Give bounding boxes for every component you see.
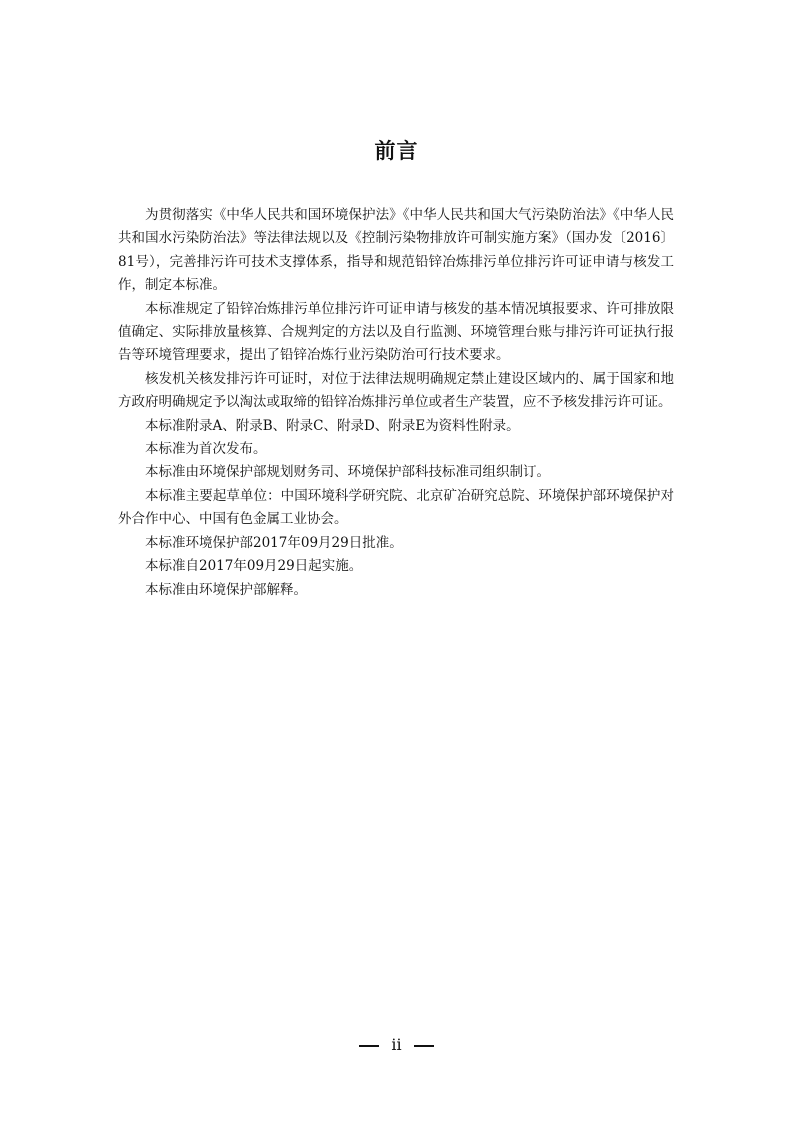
paragraph-issuance-restriction: 核发机关核发排污许可证时，对位于法律法规明确规定禁止建设区域内的、属于国家和地方政府明确规定予以淘汰或取缔的铅锌冶炼排污单位或者生产装置，应不予核发排污许可证。 bbox=[118, 370, 674, 411]
page-number: ii bbox=[391, 1035, 402, 1054]
footer-dash-right bbox=[414, 1045, 434, 1047]
paragraph-appendices: 本标准附录A、附录B、附录C、附录D、附录E为资料性附录。 bbox=[145, 417, 520, 434]
paragraph-approval: 本标准环境保护部2017年09月29日批准。 bbox=[145, 534, 403, 551]
paragraph-first-release: 本标准为首次发布。 bbox=[145, 441, 267, 458]
paragraph-drafting-units: 本标准主要起草单位：中国环境科学研究院、北京矿冶研究总院、环境保护部环境保护对外合作中心、中国有色金属工业协会。 bbox=[118, 487, 674, 528]
paragraph-organizer: 本标准由环境保护部规划财务司、环境保护部科技标准司组织制订。 bbox=[145, 464, 550, 481]
page-title: 前言 bbox=[374, 139, 419, 163]
paragraph-scope: 本标准规定了铅锌冶炼排污单位排污许可证申请与核发的基本情况填报要求、许可排放限值确定、实际排放量核算、合规判定的方法以及自行监测、环境管理台账与排污许可证执行报告等环境管理要求，提出了铅锌冶炼行业污染防治可行技术要求。 bbox=[118, 300, 674, 364]
document-body bbox=[118, 204, 674, 602]
footer-dash-left bbox=[359, 1045, 379, 1047]
paragraph-purpose: 为贯彻落实《中华人民共和国环境保护法》《中华人民共和国大气污染防治法》《中华人民共和国水污染防治法》等法律法规以及《控制污染物排放许可制实施方案》（国办发〔2016〕81号），完善排污许可技术支撑体系，指导和规范铅锌冶炼排污单位排污许可证申请与核发工作，制定本标准。 bbox=[118, 207, 674, 294]
paragraph-interpretation: 本标准由环境保护部解释。 bbox=[145, 581, 307, 598]
paragraph-effective-date: 本标准自2017年09月29日起实施。 bbox=[145, 558, 363, 575]
page-footer bbox=[0, 1034, 793, 1056]
